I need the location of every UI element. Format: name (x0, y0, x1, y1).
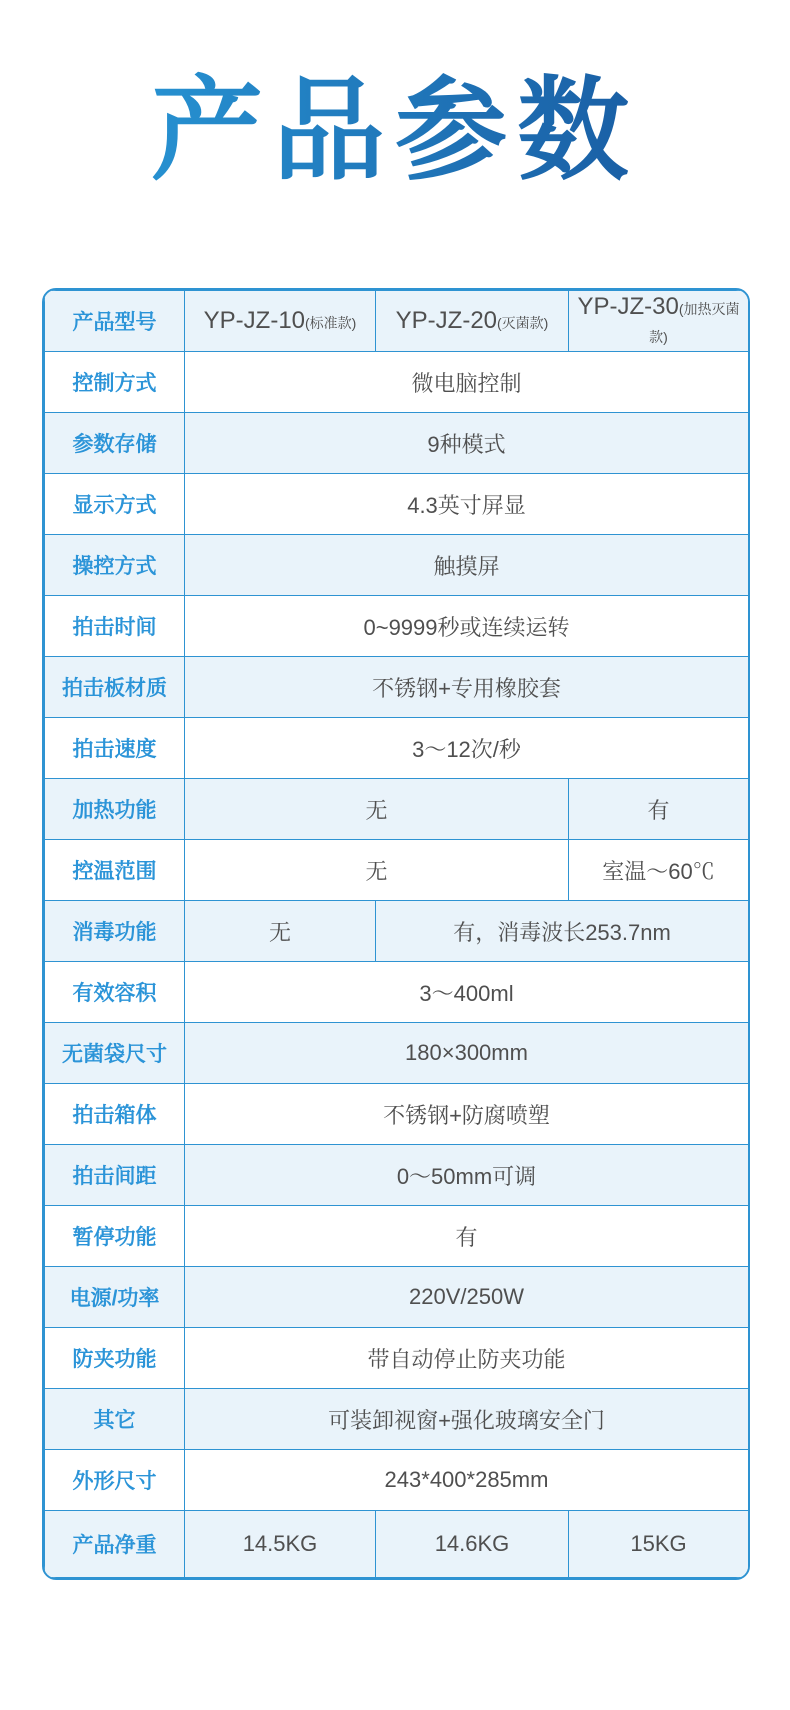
spec-value: 不锈钢+防腐喷塑 (185, 1084, 749, 1145)
spec-value: 室温～60℃ (569, 840, 749, 901)
table-row (45, 1328, 749, 1389)
spec-table-grid (44, 290, 749, 1578)
spec-value-suffix: (灭菌款) (497, 315, 549, 331)
spec-label: 拍击板材质 (45, 657, 185, 718)
spec-value: 无 (185, 840, 569, 901)
spec-value: 不锈钢+专用橡胶套 (185, 657, 749, 718)
spec-label: 参数存储 (45, 413, 185, 474)
table-row (45, 657, 749, 718)
spec-value: 有 (569, 779, 749, 840)
spec-value: 0~9999秒或连续运转 (185, 596, 749, 657)
spec-value-suffix: (加热灭菌款) (649, 301, 740, 345)
spec-value: 微电脑控制 (185, 352, 749, 413)
spec-value: 4.3英寸屏显 (185, 474, 749, 535)
spec-label: 拍击时间 (45, 596, 185, 657)
spec-label: 外形尺寸 (45, 1450, 185, 1511)
spec-label: 产品净重 (45, 1511, 185, 1578)
spec-label: 拍击箱体 (45, 1084, 185, 1145)
table-row (45, 1267, 749, 1328)
spec-value: 有，消毒波长253.7nm (376, 901, 749, 962)
table-row (45, 535, 749, 596)
page-title: 产品参数 (0, 58, 790, 204)
spec-value: 180×300mm (185, 1023, 749, 1084)
spec-value: 带自动停止防夹功能 (185, 1328, 749, 1389)
spec-value: 触摸屏 (185, 535, 749, 596)
spec-label: 无菌袋尺寸 (45, 1023, 185, 1084)
table-row (45, 779, 749, 840)
spec-value: 243*400*285mm (185, 1450, 749, 1511)
spec-label: 防夹功能 (45, 1328, 185, 1389)
table-row (45, 962, 749, 1023)
spec-label: 其它 (45, 1389, 185, 1450)
spec-label: 产品型号 (45, 291, 185, 352)
table-row (45, 1511, 749, 1578)
table-row (45, 291, 749, 352)
table-row (45, 840, 749, 901)
spec-value: 可装卸视窗+强化玻璃安全门 (185, 1389, 749, 1450)
table-row (45, 474, 749, 535)
spec-value: 无 (185, 901, 376, 962)
spec-value: 14.5KG (185, 1511, 376, 1578)
table-row (45, 1084, 749, 1145)
spec-value: 3～12次/秒 (185, 718, 749, 779)
spec-value: YP-JZ-10(标准款) (185, 291, 376, 352)
spec-label: 加热功能 (45, 779, 185, 840)
spec-label: 有效容积 (45, 962, 185, 1023)
spec-value-suffix: (标准款) (305, 315, 357, 331)
spec-label: 控制方式 (45, 352, 185, 413)
table-row (45, 1450, 749, 1511)
spec-label: 显示方式 (45, 474, 185, 535)
spec-table (42, 288, 750, 1580)
spec-value: 9种模式 (185, 413, 749, 474)
table-row (45, 596, 749, 657)
spec-value: 0～50mm可调 (185, 1145, 749, 1206)
table-row (45, 352, 749, 413)
spec-value: YP-JZ-20(灭菌款) (376, 291, 569, 352)
spec-label: 消毒功能 (45, 901, 185, 962)
spec-label: 拍击速度 (45, 718, 185, 779)
table-row (45, 718, 749, 779)
table-row (45, 413, 749, 474)
table-row (45, 1023, 749, 1084)
spec-value: 无 (185, 779, 569, 840)
table-row (45, 1389, 749, 1450)
spec-label: 拍击间距 (45, 1145, 185, 1206)
spec-value: 有 (185, 1206, 749, 1267)
spec-label: 操控方式 (45, 535, 185, 596)
spec-value: YP-JZ-30(加热灭菌款) (569, 291, 749, 352)
spec-value: 15KG (569, 1511, 749, 1578)
spec-label: 电源/功率 (45, 1267, 185, 1328)
spec-label: 暂停功能 (45, 1206, 185, 1267)
spec-table-body (45, 291, 749, 1578)
spec-label: 控温范围 (45, 840, 185, 901)
table-row (45, 901, 749, 962)
table-row (45, 1206, 749, 1267)
spec-value: 220V/250W (185, 1267, 749, 1328)
spec-value: 3～400ml (185, 962, 749, 1023)
spec-value: 14.6KG (376, 1511, 569, 1578)
table-row (45, 1145, 749, 1206)
